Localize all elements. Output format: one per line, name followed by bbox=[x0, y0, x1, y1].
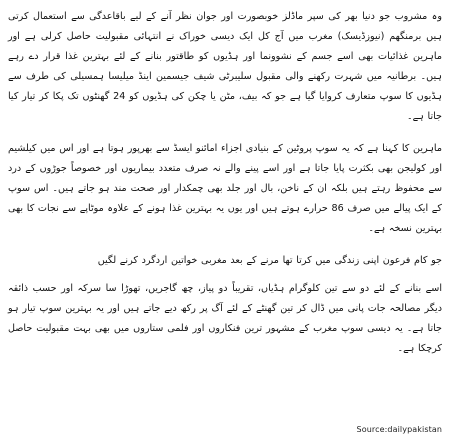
article-paragraph-benefits: ماہرین کا کہنا ہے کہ یہ سوپ پروٹین کے بنیادی اجزاء امائنو ایسڈ سے بھرپور ہوتا ہے اور اس میں کیلشیم اور کولیجن بھی بکثرت پایا جاتا ہے اور اسے پینے والے نہ صرف متعدد بیماریوں اور خصوصاً جوڑوں کے درد سے محفوظ رہتے ہیں بلکہ ان کے ناخن، بال اور جلد بھی چمکدار اور صحت مند ہو جاتے ہیں۔ اس سوپ کے ایک پیالے میں صرف 86 حرارے ہوتے ہیں اور یوں یہ بہترین غذا ہونے کے علاوہ موٹاپے سے نجات کا بھی بہترین نسخہ ہے۔ bbox=[8, 143, 442, 234]
source-credit: Source:dailypakistan bbox=[356, 425, 442, 434]
article-paragraph-intro: وہ مشروب جو دنیا بھر کی سپر ماڈلز خوبصورت اور جوان نظر آنے کے لیے باقاعدگی سے استعمال کرتی ہیں برمنگھم (نیوزڈیسک) مغرب میں آج کل ایک دیسی خوراک نے انتہائی مقبولیت حاصل کرلی ہے اور ماہرین غذائیات بھی اسے جسم کے نشوونما اور ہڈیوں کو طاقتور بنانے کے لئے بہترین غذا قرار دے رہے ہیں۔ برطانیہ میں شہرت رکھنے والی مقبول سلیبرٹی شیف جیسمین اینڈ میلیسا ہمسیلی کی طرف سے ہڈیوں کا سوپ متعارف کروایا گیا ہے جو کہ بیف، مٹن یا چکن کی ہڈیوں کو 24 گھنٹوں تک پکا کر تیار کیا جاتا ہے۔ bbox=[8, 11, 443, 122]
article-paragraph-recipe: اسے بنانے کے لئے دو سے تین کلوگرام ہڈیاں، تقریباً دو پیاز، چھ گاجریں، تھوڑا سا سرکہ اور حسب ذائقہ دیگر مصالحہ جات پانی میں ڈال کر تین گھنٹے کے لئے آگ پر رکھ دیے جاتے ہیں اور یہ بہترین سوپ تیار ہو جاتا ہے۔ یہ دیسی سوپ مغرب کے مشہور ترین فنکاروں اور فلمی ستاروں میں بھی بہت مقبولیت حاصل کرچکا ہے۔ bbox=[8, 283, 442, 354]
article-related-headline: جو کام فرعون اپنی زندگی میں کرتا تھا مرنے کے بعد مغربی خواتین اردگرد کرنے لگیں bbox=[97, 255, 442, 266]
article-body bbox=[8, 4, 442, 434]
